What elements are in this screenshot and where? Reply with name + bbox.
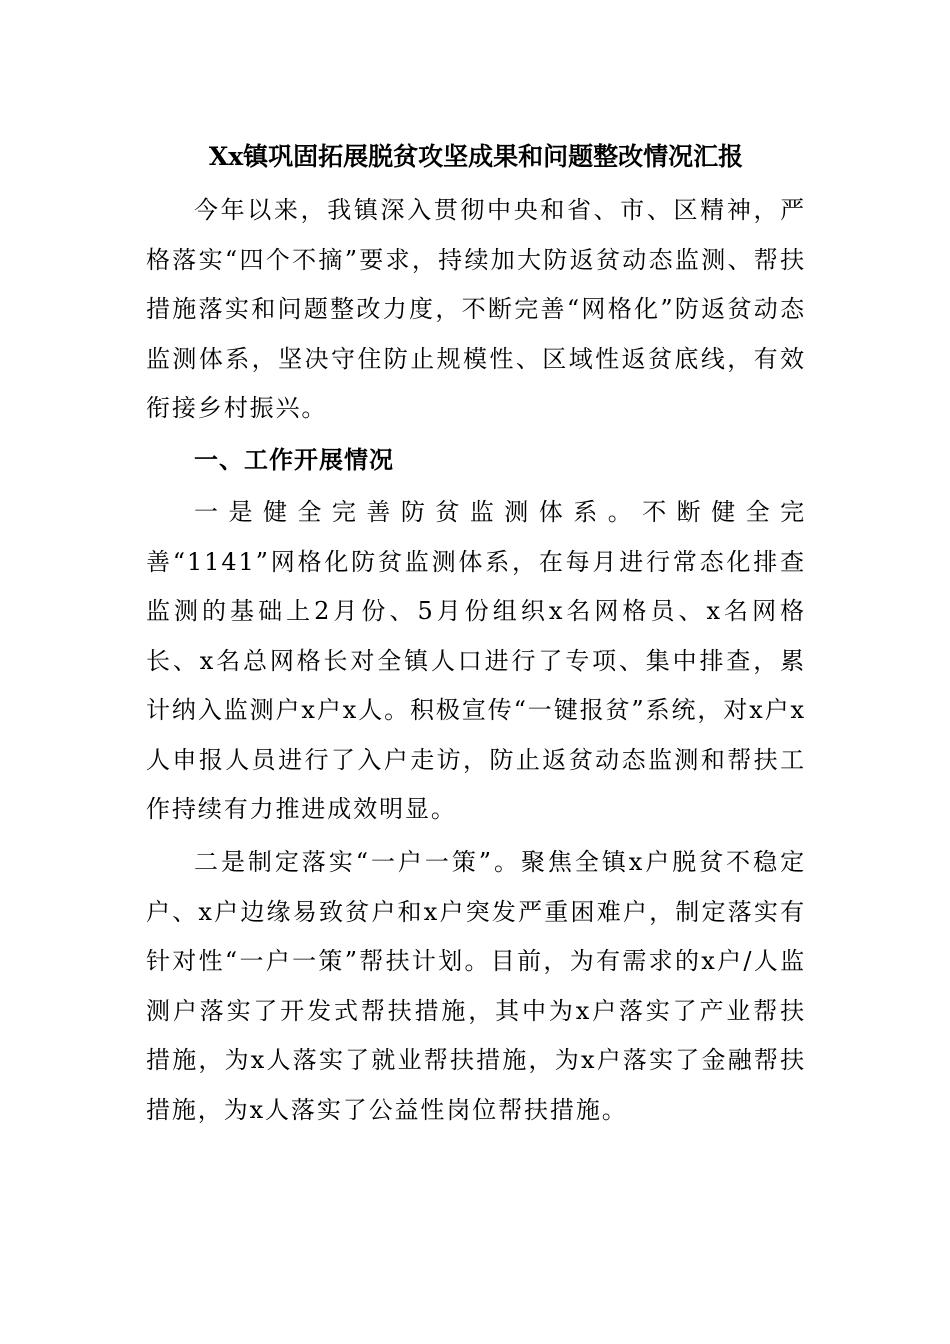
item-paragraph-monitoring: 一是健全完善防贫监测体系。不断健全完善“1141”网格化防贫监测体系，在每月进行常态化排查监测的基础上2月份、5月份组织x名网格员、x名网格长、x名总网格长对全镇人口进行了专项、集中排查，累计纳入监测户x户x人。积极宣传“一键报贫”系统，对x户x人申报人员进行了入户走访，防止返贫动态监测和帮扶工作持续有力推进成效明显。 (146, 498, 806, 823)
intro-paragraph: 今年以来，我镇深入贯彻中央和省、市、区精神，严格落实“四个不摘”要求，持续加大防返贫动态监测、帮扶措施落实和问题整改力度，不断完善“网格化”防返贫动态监测体系，坚决守住防止规模性、区域性返贫底线，有效衔接乡村振兴。 (146, 196, 806, 422)
item-paragraph-one-household-one-policy: 二是制定落实“一户一策”。聚焦全镇x户脱贫不稳定户、x户边缘易致贫户和x户突发严重困难户，制定落实有针对性“一户一策”帮扶计划。目前，为有需求的x户/人监测户落实了开发式帮扶措施，其中为x户落实了产业帮扶措施，为x人落实了就业帮扶措施，为x户落实了金融帮扶措施，为x人落实了公益性岗位帮扶措施。 (146, 848, 806, 1124)
section-heading: 一、工作开展情况 (194, 446, 394, 474)
document-title: Xx镇巩固拓展脱贫攻坚成果和问题整改情况汇报 (208, 142, 744, 171)
